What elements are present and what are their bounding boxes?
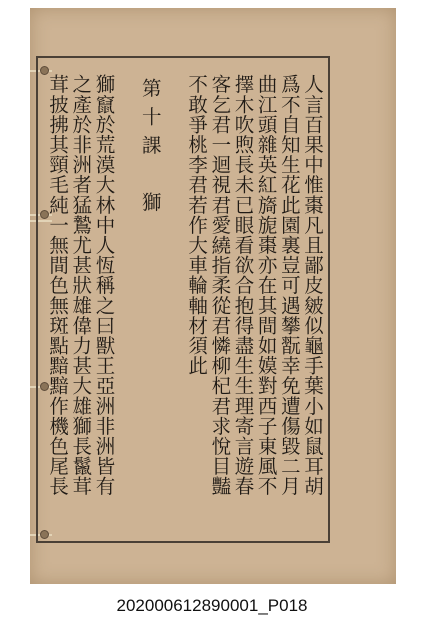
- text-column: 客乞君一迴視君愛繞指柔從君憐柳杞君求悅目豔: [208, 74, 232, 497]
- blank-column: [115, 74, 138, 534]
- text-column: 曲江頭雜英紅旖旎棗亦在其間如嫫對西子東風不: [254, 74, 278, 497]
- image-caption: 202000612890001_P018: [116, 596, 308, 615]
- blank-column: [162, 74, 185, 534]
- text-column: 茸披拂其頸毛純一無間色無斑點黯黯作機色尾長: [46, 74, 70, 497]
- text-column: 擇木吹煦長未已眼看欲合抱得盡生生理寄言遊春: [231, 74, 255, 497]
- text-column: 之產於非洲者猛鷙尤甚狀雄偉力甚大雄獅長鬣茸: [69, 74, 93, 497]
- text-column: 人言百果中惟棗凡且鄙皮皴似龜手葉小如鼠耳胡: [301, 74, 324, 497]
- text-column: 獅竄於荒漠大林中人恆稱之曰獸王亞洲非洲皆有: [92, 74, 116, 497]
- lesson-heading: 第十課 獅: [138, 78, 162, 221]
- text-columns: [46, 74, 324, 534]
- text-column: 爲不自知生花此園裏豈可遇攀翫幸免遭傷毀二月: [277, 74, 301, 497]
- text-column: 不敢爭桃李君若作大車輪軸材須此: [185, 74, 209, 376]
